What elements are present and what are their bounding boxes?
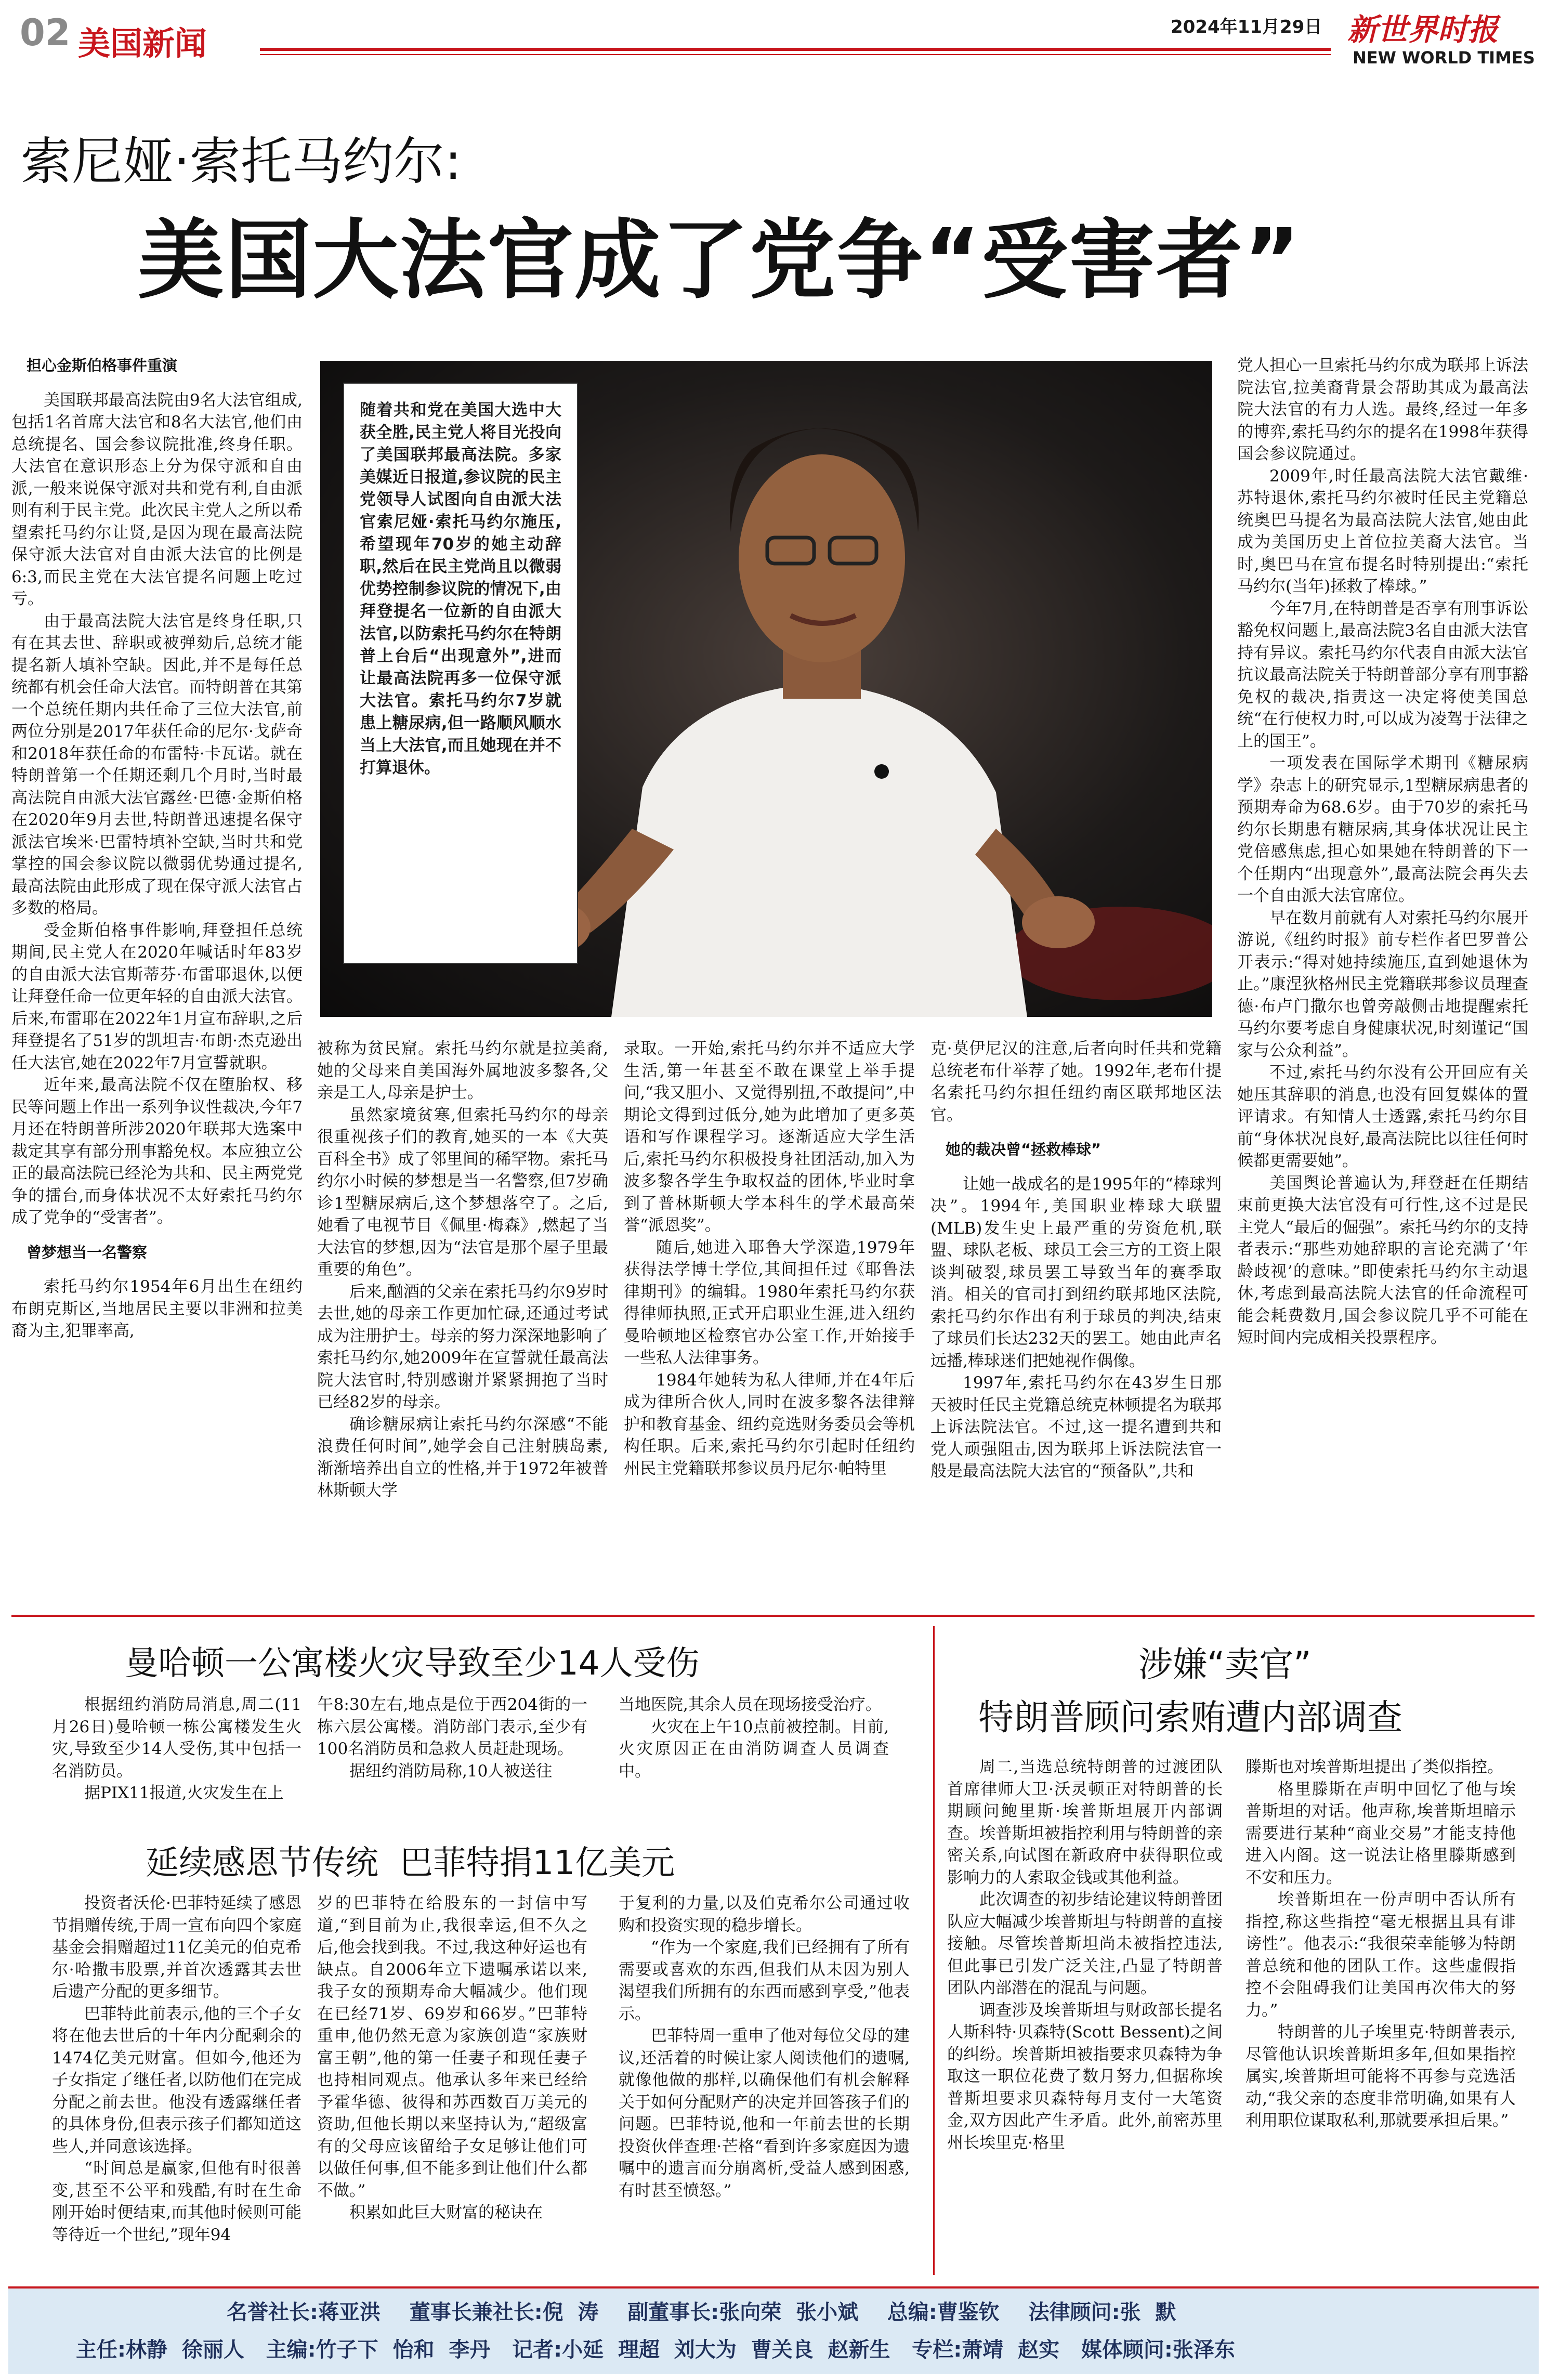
paragraph: 录取。一开始,索托马约尔并不适应大学生活,第一年甚至不敢在课堂上举手提问,“我又胆小、又觉得别扭,不敢提问”,中期论文得到过低分,她为此增加了更多英语和写作课程学习。逐渐适应大学生活后,索托马约尔积极投身社团活动,加入为波多黎各学生争取权益的团体,毕业时拿到了普林斯顿大学本科生的学术最高荣誉“派恩奖”。 [624, 1039, 915, 1235]
paper-name-cn: 新世界时报 [1347, 12, 1499, 47]
footer-credits [8, 2286, 1539, 2374]
paragraph: 埃普斯坦在一份声明中否认所有指控,称这些指控“毫无根据且具有诽谤性”。他表示:“我很荣幸能够为特朗普总统和他的团队工作。这些虚假指控不会阻碍我们让美国再次伟大的努力。” [1246, 1890, 1516, 2020]
subhead-2: 曾梦想当一名警察 [27, 1243, 148, 1261]
paragraph: 受金斯伯格事件影响,拜登担任总统期间,民主党人在2020年喊话时年83岁的自由派大法官斯蒂芬·布雷耶退休,以便让拜登任命一位更年轻的自由派大法官。后来,布雷耶在2022年1月宣布辞职,之后拜登提名了51岁的凯坦吉·布朗·杰克逊出任大法官,她在2022年7月宣誓就职。 [11, 921, 303, 1073]
paragraph: 一项发表在国际学术期刊《糖尿病学》杂志上的研究显示,1型糖尿病患者的预期寿命为68.6岁。由于70岁的索托马约尔长期患有糖尿病,其身体状况让民主党倍感焦虑,担心如果她在特朗普的下一个任期内“出现意外”,最高法院会再失去一个自由派大法官席位。 [1237, 754, 1528, 905]
masthead-rule-thin [260, 54, 1331, 55]
subhead-3: 她的裁决曾“拯救棒球” [946, 1141, 1102, 1158]
paragraph: 虽然家境贫寒,但索托马约尔的母亲很重视孩子们的教育,她买的一本《大英百科全书》成了邻里间的稀罕物。索托马约尔小时候的梦想是当一名警察,但7岁确诊1型糖尿病后,这个梦想落空了。之后,她看了电视节目《佩里·梅森》,燃起了当大法官的梦想,因为“法官是那个屋子里最重要的角色”。 [317, 1105, 608, 1279]
paragraph: 火灾在上午10点前被控制。目前,火灾原因正在由消防调查人员调查中。 [619, 1717, 889, 1781]
paragraph: 近年来,最高法院不仅在堕胎权、移民等问题上作出一系列争议性裁决,今年7月还在特朗普所涉2020年联邦大选案中裁定其享有部分刑事豁免权。本应独立公正的最高法院已经沦为共和、民主两党党争的擂台,而身体状况不太好索托马约尔成了党争的“受害者”。 [11, 1076, 303, 1227]
main-col-2 [317, 1038, 608, 1502]
paragraph: 确诊糖尿病让索托马约尔深感“不能浪费任何时间”,她学会自己注射胰岛素,渐渐培养出自立的性格,并于1972年被普林斯顿大学 [317, 1415, 608, 1500]
fire-col-2 [317, 1694, 587, 1782]
paragraph: 巴菲特周一重申了他对每位父母的建议,还活着的时候让家人阅读他们的遗嘱,就像他做的那样,以确保他们有机会解释关于如何分配财产的决定并回答孩子们的问题。巴菲特说,他和一年前去世的长期投资伙伴查理·芒格“看到许多家庭因为遗嘱中的遗言而分崩离析,受益人感到困惑,有时甚至愤怒。” [619, 2026, 910, 2200]
bribe-col-1 [947, 1756, 1223, 2154]
paragraph: 积累如此巨大财富的秘诀在 [349, 2203, 543, 2222]
subhead-1: 担心金斯伯格事件重演 [27, 357, 178, 374]
paragraph: 调查涉及埃普斯坦与财政部长提名人斯科特·贝森特(Scott Bessent)之间的纠纷。埃普斯坦被指要求贝森特为争取这一职位花费了数月努力,但据称埃普斯坦要求贝森特每月支付一大笔资金,双方因此产生矛盾。此外,前密苏里州长埃里克·格里 [947, 2000, 1223, 2152]
buffett-col-3 [619, 1892, 910, 2202]
paragraph: 克·莫伊尼汉的注意,后者向时任共和党籍总统老布什举荐了她。1992年,老布什提名索托马约尔担任纽约南区联邦地区法官。 [930, 1039, 1222, 1124]
main-kicker: 索尼娅·索托马约尔: [21, 132, 462, 191]
section-title: 美国新闻 [78, 24, 207, 62]
paragraph: 于复利的力量,以及伯克希尔公司通过收购和投资实现的稳步增长。 [619, 1894, 910, 1935]
paragraph: 早在数月前就有人对索托马约尔展开游说,《纽约时报》前专栏作者巴罗普公开表示:“得对她持续施压,直到她退休为止。”康涅狄格州民主党籍联邦参议员理查德·布卢门撒尔也曾旁敲侧击地提醒索托马约尔要考虑自身健康状况,时刻谨记“国家与公众利益”。 [1237, 908, 1528, 1060]
callout-text: 随着共和党在美国大选中大获全胜,民主党人将目光投向了美国联邦最高法院。多家美媒近日报道,参议院的民主党领导人试图向自由派大法官索尼娅·索托马约尔施压,希望现年70岁的她主动辞职,然后在民主党尚且以微弱优势控制参议院的情况下,由拜登提名一位新的自由派大法官,以防索托马约尔在特朗普上台后“出现意外”,进而让最高法院再多一位保守派大法官。索托马约尔7岁就患上糖尿病,但一路顺风顺水当上大法官,而且她现在并不打算退休。 [360, 401, 561, 777]
buffett-headline: 延续感恩节传统 巴菲特捐11亿美元 [146, 1844, 675, 1882]
paper-name-en: NEW WORLD TIMES [1353, 48, 1535, 68]
paragraph: 党人担心一旦索托马约尔成为联邦上诉法院法官,拉美裔背景会帮助其成为最高法院大法官的有力人选。最终,经过一年多的博弈,索托马约尔的提名在1998年获得国会参议院通过。 [1237, 356, 1528, 463]
paragraph: 后来,酗酒的父亲在索托马约尔9岁时去世,她的母亲工作更加忙碌,还通过考试成为注册护士。母亲的努力深深地影响了索托马约尔,她2009年在宣誓就任最高法院大法官时,特别感谢并紧紧拥抱了当时已经82岁的母亲。 [317, 1282, 608, 1411]
paragraph: 1997年,索托马约尔在43岁生日那天被时任民主党籍总统克林顿提名为联邦上诉法院法官。不过,这一提名遭到共和党人顽强阻击,因为联邦上诉法院法官一般是最高法院大法官的“预备队”,共和 [930, 1374, 1222, 1481]
fire-col-3 [619, 1694, 889, 1782]
paragraph: 让她一战成名的是1995年的“棒球判决”。1994年,美国职业棒球大联盟(MLB)发生史上最严重的劳资危机,联盟、球队老板、球员工会三方的工资上限谈判破裂,球员罢工导致当年的赛季取消。相关的官司打到纽约联邦地区法院,索托马约尔作出有利于球员的判决,结束了球员们长达232天的罢工。她由此声名远播,棒球迷们把她视作偶像。 [930, 1174, 1222, 1370]
paragraph: “时间总是赢家,但他有时很善变,甚至不公平和残酷,有时在生命刚开始时便结束,而其他时候则可能等待近一个世纪,”现年94 [52, 2159, 301, 2244]
paragraph: 美国联邦最高法院由9名大法官组成,包括1名首席大法官和8名大法官,他们由总统提名、国会参议院批准,终身任职。大法官在意识形态上分为保守派和自由派,一般来说保守派对共和党有利,自由派则有利于民主党。此次民主党人之所以希望索托马约尔让贤,是因为现在最高法院保守派大法官对自由派大法官的比例是6:3,而民主党在大法官提名问题上吃过亏。 [11, 390, 303, 608]
photo-callout [343, 383, 578, 964]
buffett-col-1 [52, 1892, 301, 2246]
footer-line-2: 主任:林静 徐丽人 主编:竹子下 怡和 李丹 记者:小延 理超 刘大为 曹关良 赵新生 专栏:萧靖 赵实 媒体顾问:张泽东 [76, 2338, 1235, 2362]
paragraph: 索托马约尔1954年6月出生在纽约布朗克斯区,当地居民主要以非洲和拉美裔为主,犯罪率高, [11, 1277, 303, 1340]
main-col-3 [624, 1038, 915, 1480]
paragraph: “作为一个家庭,我们已经拥有了所有需要或喜欢的东西,但我们从未因为别人渴望我们所拥有的东西而感到享受,”他表示。 [619, 1938, 910, 2023]
masthead-rule [260, 48, 1331, 51]
paragraph: 美国舆论普遍认为,拜登赶在任期结束前更换大法官没有可行性,这不过是民主党人“最后的倔强”。索托马约尔的支持者表示:“那些劝她辞职的言论充满了‘年龄歧视’的意味。”即使索托马约尔主动退休,考虑到最高法院大法官的任命流程可能会耗费数月,国会参议院几乎不可能在短时间内完成相关投票程序。 [1237, 1173, 1528, 1347]
paragraph: 岁的巴菲特在给股东的一封信中写道,“到目前为止,我很幸运,但不久之后,他会找到我。不过,我这种好运也有缺点。自2006年立下遗嘱承诺以来,我子女的预期寿命大幅减少。他们现在已经71岁、69岁和66岁。”巴菲特重申,他仍然无意为家族创造“家族财富王朝”,他的第一任妻子和现任妻子也持相同观点。他承认多年来已经给予霍华德、彼得和苏西数百万美元的资助,但他长期以来坚持认为,“超级富有的父母应该留给子女足够让他们可以做任何事,但不能多到让他们什么都不做。” [317, 1894, 587, 2200]
paragraph: 午8:30左右,地点是位于西204街的一栋六层公寓楼。消防部门表示,至少有100名消防员和急救人员赶赴现场。 [317, 1695, 587, 1758]
footer-line-1: 名誉社长:蒋亚洪 董事长兼社长:倪 涛 副董事长:张向荣 张小斌 总编:曹鉴钦 法律顾问:张 默 [227, 2300, 1176, 2324]
paragraph: 由于最高法院大法官是终身任职,只有在其去世、辞职或被弹劾后,总统才能提名新人填补空缺。因此,并不是每任总统都有机会任命大法官。而特朗普在其第一个总统任期内共任命了三位大法官,前两位分别是2017年获任命的尼尔·戈萨奇和2018年获任命的布雷特·卡瓦诺。就在特朗普第一个任期还剩几个月时,当时最高法院自由派大法官露丝·巴德·金斯伯格在2020年9月去世,特朗普迅速提名保守派法官埃米·巴雷特填补空缺,当时共和党掌控的国会参议院以微弱优势通过提名,最高法院由此形成了现在保守派大法官占多数的格局。 [11, 611, 303, 918]
buffett-col-2 [317, 1892, 587, 2224]
section-divider [11, 1615, 1535, 1617]
main-col-4 [930, 1038, 1222, 1483]
paragraph: 随后,她进入耶鲁大学深造,1979年获得法学博士学位,其间担任过《耶鲁法律期刊》的编辑。1980年索托马约尔获得律师执照,正式开启职业生涯,进入纽约曼哈顿地区检察官办公室工作,开始接手一些私人法律事务。 [624, 1238, 915, 1367]
paragraph: 此次调查的初步结论建议特朗普团队应大幅减少埃普斯坦与特朗普的直接接触。尽管埃普斯坦尚未被指控违法,但此事已引发广泛关注,凸显了特朗普团队内部潜在的混乱与问题。 [947, 1890, 1223, 1997]
bribe-kicker: 涉嫌“卖官” [1138, 1644, 1312, 1684]
paragraph: 周二,当选总统特朗普的过渡团队首席律师大卫·沃灵顿正对特朗普的长期顾问鲍里斯·埃普斯坦展开内部调查。埃普斯坦被指控利用与特朗普的亲密关系,向试图在新政府中获得职位或影响力的人索取金钱或其他利益。 [947, 1758, 1223, 1887]
paragraph: 特朗普的儿子埃里克·特朗普表示,尽管他认识埃普斯坦多年,但如果指控属实,埃普斯坦可能将不再参与竞选活动,“我父亲的态度非常明确,如果有人利用职位谋取私利,那就要承担后果。” [1246, 2023, 1516, 2130]
paragraph: 1984年她转为私人律师,并在4年后成为律所合伙人,同时在波多黎各法律辩护和教育基金、纽约竞选财务委员会等机构任职。后来,索托马约尔引起时任纽约州民主党籍联邦参议员丹尼尔·帕特里 [624, 1370, 915, 1478]
paragraph: 据纽约消防局称,10人被送往 [349, 1761, 553, 1781]
paragraph: 当地医院,其余人员在现场接受治疗。 [619, 1695, 882, 1714]
fire-headline: 曼哈顿一公寓楼火灾导致至少14人受伤 [125, 1644, 700, 1683]
page-number: 02 [20, 11, 71, 54]
paragraph: 巴菲特此前表示,他的三个子女将在他去世后的十年内分配剩余的1474亿美元财富。但如今,他还为子女指定了继任者,以防他们在完成分配之前去世。他没有透露继任者的具体身份,但表示孩子们都知道这些人,并同意该选择。 [52, 2004, 301, 2156]
paragraph: 滕斯也对埃普斯坦提出了类似指控。 [1246, 1758, 1503, 1776]
main-headline: 美国大法官成了党争“受害者” [138, 211, 1302, 311]
paragraph: 据PIX11报道,火灾发生在上 [84, 1784, 284, 1802]
paragraph: 今年7月,在特朗普是否享有刑事诉讼豁免权问题上,最高法院3名自由派大法官持有异议。索托马约尔代表自由派大法官抗议最高法院关于特朗普部分享有刑事豁免权的裁决,指责这一决定将使美国总统“在行使权力时,可以成为凌驾于法律之上的国王”。 [1237, 599, 1528, 751]
bribe-headline: 特朗普顾问索贿遭内部调查 [978, 1697, 1403, 1738]
paragraph: 格里滕斯在声明中回忆了他与埃普斯坦的对话。他声称,埃普斯坦暗示需要进行某种“商业交易”才能支持他进入内阁。这一说法让格里滕斯感到不安和压力。 [1246, 1780, 1516, 1887]
issue-date: 2024年11月29日 [1171, 17, 1322, 37]
paragraph: 投资者沃伦·巴菲特延续了感恩节捐赠传统,于周一宣布向四个家庭基金会捐赠超过11亿美元的伯克希尔·哈撒韦股票,并首次透露其去世后遗产分配的更多细节。 [52, 1894, 301, 2001]
bribe-col-2 [1246, 1756, 1516, 2132]
paragraph: 根据纽约消防局消息,周二(11月26日)曼哈顿一栋公寓楼发生火灾,导致至少14人受伤,其中包括一名消防员。 [52, 1695, 301, 1781]
main-col-1 [11, 355, 303, 1342]
paragraph: 2009年,时任最高法院大法官戴维·苏特退休,索托马约尔被时任民主党籍总统奥巴马提名为最高法院大法官,她由此成为美国历史上首位拉美裔大法官。当时,奥巴马在宣布提名时特别提出:“索托马约尔(当年)拯救了棒球。” [1237, 466, 1528, 596]
main-col-5 [1237, 355, 1528, 1349]
paragraph: 被称为贫民窟。索托马约尔就是拉美裔,她的父母来自美国海外属地波多黎各,父亲是工人,母亲是护士。 [317, 1039, 608, 1102]
fire-col-1 [52, 1694, 301, 1804]
paragraph: 不过,索托马约尔没有公开回应有关她压其辞职的消息,也没有回复媒体的置评请求。有知情人士透露,索托马约尔目前“身体状况良好,最高法院比以往任何时候都更需要她”。 [1237, 1063, 1528, 1170]
column-divider [933, 1626, 935, 2275]
